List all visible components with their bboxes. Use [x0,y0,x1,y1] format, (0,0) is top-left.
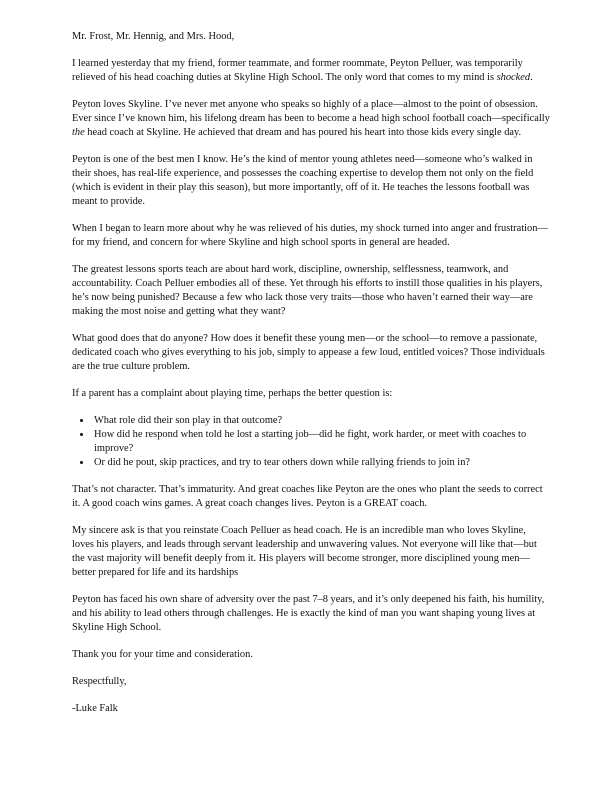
question-item: • What role did their son play in that outcome? [92,414,550,428]
paragraph-1-text-a: I learned yesterday that my friend, former teammate, and former roommate, Peyton Pelluer, was temporarily relieved of his head coaching duties at Skyline High School. The only word that comes to my mind is [72,58,523,83]
paragraph-1 [72,57,550,85]
emphasis-the: the [72,127,85,138]
paragraph-6: What good does that do anyone? How does it benefit these young men—or the school—to remove a passionate, dedicated coach who gives everything to his job, simply to appease a few loud, entitled voices? Those individuals are the true culture problem. [72,333,545,372]
letter-body [72,30,550,729]
question-list [72,414,550,470]
paragraph-10: Peyton has faced his own share of adversity over the past 7–8 years, and it’s only deepened his faith, his humility, and his ability to lead others through challenges. He is exactly the kind of man you want shaping young lives at Skyline High School. [72,594,545,633]
paragraph-9: My sincere ask is that you reinstate Coach Pelluer as head coach. He is an incredible man who loves Skyline, loves his players, and leads through servant leadership and unwavering values. Not everyone will like that—but the vast majority will benefit deeply from it. His players will become stronger, more disciplined young men—better prepared for life and its hardships [72,525,537,578]
paragraph-1-text-b: . [530,72,533,83]
paragraph-11: Thank you for your time and consideration. [72,649,253,660]
closing: Respectfully, [72,676,127,687]
emphasis-shocked: shocked [496,72,531,83]
paragraph-3: Peyton is one of the best men I know. He’s the kind of mentor young athletes need—someone who’s walked in their shoes, has real-life experience, and possesses the coaching expertise to develop them not only on the field (which is evident in their play this season), but more importantly, off of it. He teaches the lessons football was meant to provide. [72,154,534,207]
paragraph-4: When I began to learn more about why he was relieved of his duties, my shock turned into anger and frustration—for my friend, and concern for where Skyline and high school sports in general are headed. [72,223,548,248]
paragraph-2-text-a: Peyton loves Skyline. I’ve never met anyone who speaks so highly of a place—almost to the point of obsession. Ever since I’ve known him, his lifelong dream has been to become a head high school football coach—specifically [72,99,550,124]
signature: -Luke Falk [72,703,118,714]
question-item: • Or did he pout, skip practices, and try to tear others down while rallying friends to join in? [92,456,550,470]
paragraph-5: The greatest lessons sports teach are about hard work, discipline, ownership, selflessness, teamwork, and accountability. Coach Pelluer embodies all of these. Yet through his efforts to instill those qualities in his players, he’s now being punished? Because a few who lack those very traits—those who haven’t earned their way—are making the most noise and getting what they want? [72,264,543,317]
paragraph-7: If a parent has a complaint about playing time, perhaps the better question is: [72,388,393,399]
paragraph-2 [72,98,550,140]
salutation: Mr. Frost, Mr. Hennig, and Mrs. Hood, [72,31,235,42]
paragraph-8: That’s not character. That’s immaturity. And great coaches like Peyton are the ones who plant the seeds to correct it. A good coach wins games. A great coach changes lives. Peyton is a GREAT coach. [72,484,543,509]
paragraph-2-text-b: head coach at Skyline. He achieved that dream and has poured his heart into those kids every single day. [84,127,522,138]
question-item: • How did he respond when told he lost a starting job—did he fight, work harder, or meet with coaches to improve? [92,428,550,456]
